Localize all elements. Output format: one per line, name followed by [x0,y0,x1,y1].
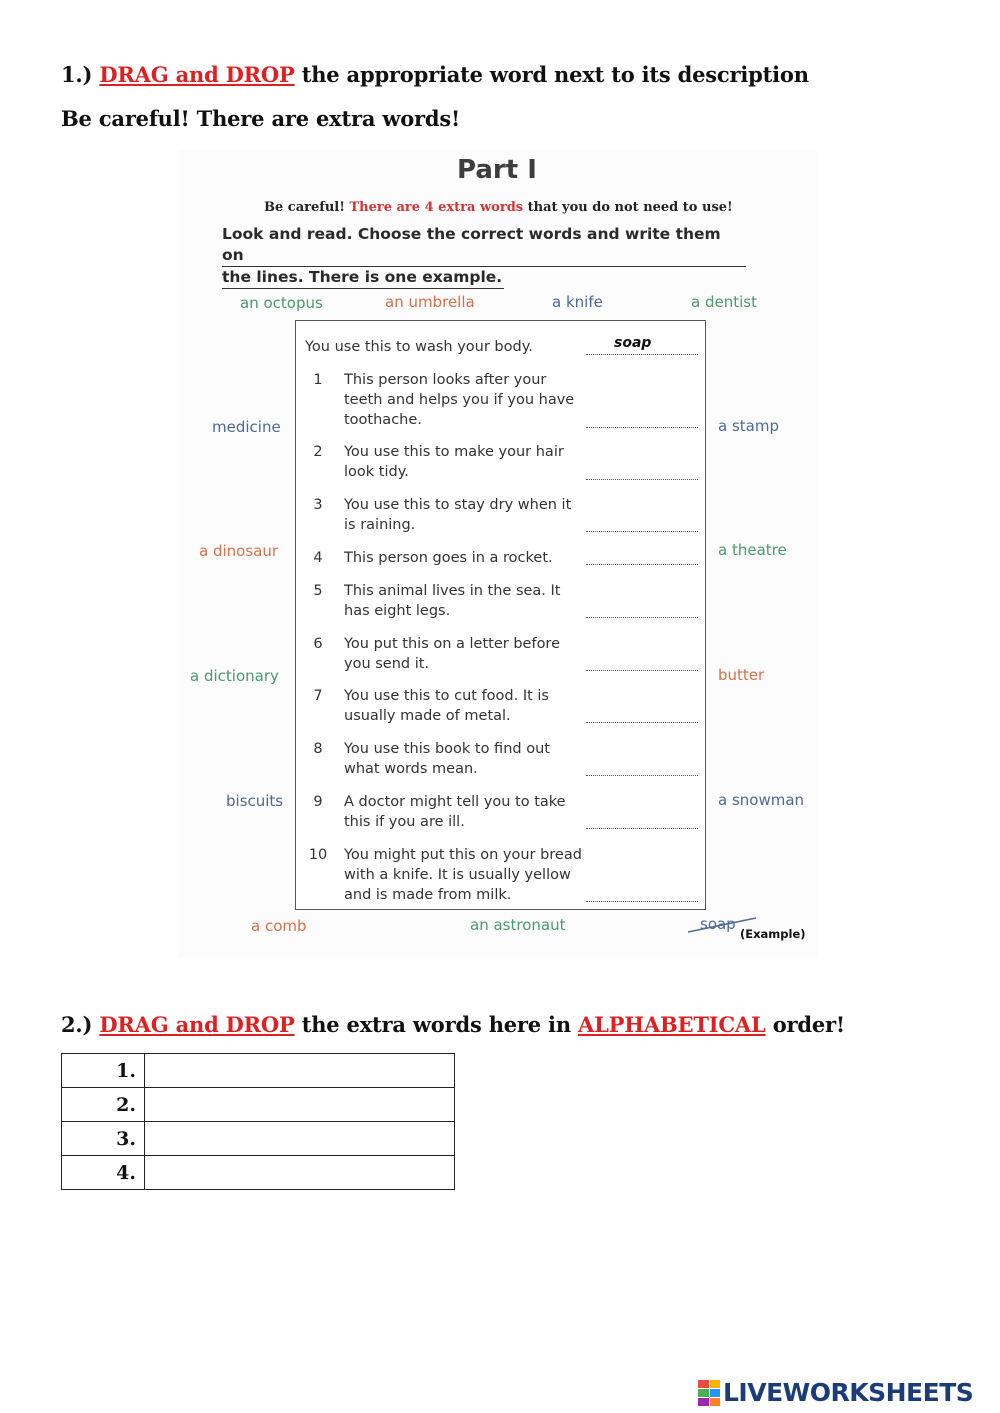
question-2-middle: the extra words here in [294,1012,579,1037]
look-and-read-instruction [222,224,746,289]
question-text: This person goes in a rocket. [344,550,553,566]
question-text: You put this on a letter before you send it. [344,636,560,672]
word-medicine[interactable]: medicine [212,418,281,436]
questions-box [295,320,706,910]
look-line-1: Look and read. Choose the correct words and write them on [222,224,746,267]
answer-drop-zone-4[interactable] [586,563,698,565]
answer-drop-zone-8[interactable] [586,774,698,776]
careful-suffix: that you do not need to use! [527,200,733,215]
question-2-end: order! [765,1012,845,1037]
question-2-instruction [61,1012,845,1037]
question-number: 4 [313,550,323,566]
word-astronaut[interactable]: an astronaut [470,916,566,934]
answer-drop-zone-9[interactable] [586,827,698,829]
question-text: You use this to cut food. It is usually made of metal. [344,688,549,724]
question-1-number: 1.) [61,62,93,87]
word-octopus[interactable]: an octopus [240,294,323,312]
look-line-2: the lines. There is one example. [222,267,504,289]
example-text: You use this to wash your body. [305,339,533,355]
question-text: This person looks after your teeth and helps you if you have toothache. [344,372,575,428]
word-comb[interactable]: a comb [251,917,307,935]
extra-word-drop-zone-4[interactable] [145,1156,455,1190]
word-theatre[interactable]: a theatre [718,541,787,559]
row-number: 4. [62,1156,145,1190]
answer-drop-zone-10[interactable] [586,900,698,902]
extra-words-table [61,1053,455,1190]
word-umbrella[interactable]: an umbrella [385,293,475,311]
question-text: A doctor might tell you to take this if you are ill. [344,794,566,830]
question-number: 10 [308,847,328,863]
question-1-instruction [61,62,809,87]
question-text: You might put this on your bread with a knife. It is usually yellow and is made from milk. [344,847,582,903]
answer-drop-zone-2[interactable] [586,478,698,480]
extra-word-drop-zone-3[interactable] [145,1122,455,1156]
row-number: 1. [62,1054,145,1088]
question-number: 1 [313,372,323,388]
table-row [62,1122,455,1156]
word-butter[interactable]: butter [718,666,765,684]
liveworksheets-logo [698,1378,973,1407]
word-knife[interactable]: a knife [552,293,603,311]
example-tag: (Example) [740,927,806,941]
answer-drop-zone-6[interactable] [586,669,698,671]
question-number: 5 [313,583,323,599]
question-number: 3 [313,497,323,513]
word-snowman[interactable]: a snowman [718,791,805,809]
question-number: 6 [313,636,323,652]
alphabetical-label: ALPHABETICAL [578,1012,766,1037]
row-number: 2. [62,1088,145,1122]
extra-words-warning: Be careful! There are extra words! [61,106,461,131]
word-stamp[interactable]: a stamp [718,417,779,435]
word-dinosaur[interactable]: a dinosaur [199,542,279,560]
question-number: 7 [313,688,323,704]
drag-and-drop-label: DRAG and DROP [99,62,295,87]
careful-note [264,200,733,215]
question-number: 2 [313,444,323,460]
answer-drop-zone-7[interactable] [586,721,698,723]
question-text: You use this book to find out what words mean. [344,741,550,777]
table-row [62,1088,455,1122]
worksheet-image [178,150,818,958]
word-dentist[interactable]: a dentist [691,293,757,311]
question-1-text: the appropriate word next to its description [294,62,809,87]
row-number: 3. [62,1122,145,1156]
table-row [62,1054,455,1088]
word-biscuits[interactable]: biscuits [226,792,284,810]
logo-text: LIVEWORKSHEETS [723,1378,974,1407]
question-number: 8 [313,741,323,757]
question-number: 9 [313,794,323,810]
word-soap-example: soap [700,915,736,933]
table-row [62,1156,455,1190]
question-2-number: 2.) [61,1012,93,1037]
extra-word-drop-zone-2[interactable] [145,1088,455,1122]
word-dictionary[interactable]: a dictionary [190,667,279,685]
careful-red: There are 4 extra words [349,200,524,215]
extra-word-drop-zone-1[interactable] [145,1054,455,1088]
logo-icon [698,1380,720,1406]
question-text: You use this to stay dry when it is raining. [344,497,572,533]
question-text: You use this to make your hair look tidy. [344,444,564,480]
question-text: This animal lives in the sea. It has eight legs. [344,583,561,619]
part-title: Part I [457,155,537,185]
answer-drop-zone-5[interactable] [586,616,698,618]
answer-drop-zone-1[interactable] [586,426,698,428]
answer-drop-zone-3[interactable] [586,530,698,532]
careful-prefix: Be careful! [264,200,345,215]
example-answer: soap [614,335,652,351]
drag-and-drop-label-2: DRAG and DROP [99,1012,295,1037]
example-answer-line [586,353,698,355]
